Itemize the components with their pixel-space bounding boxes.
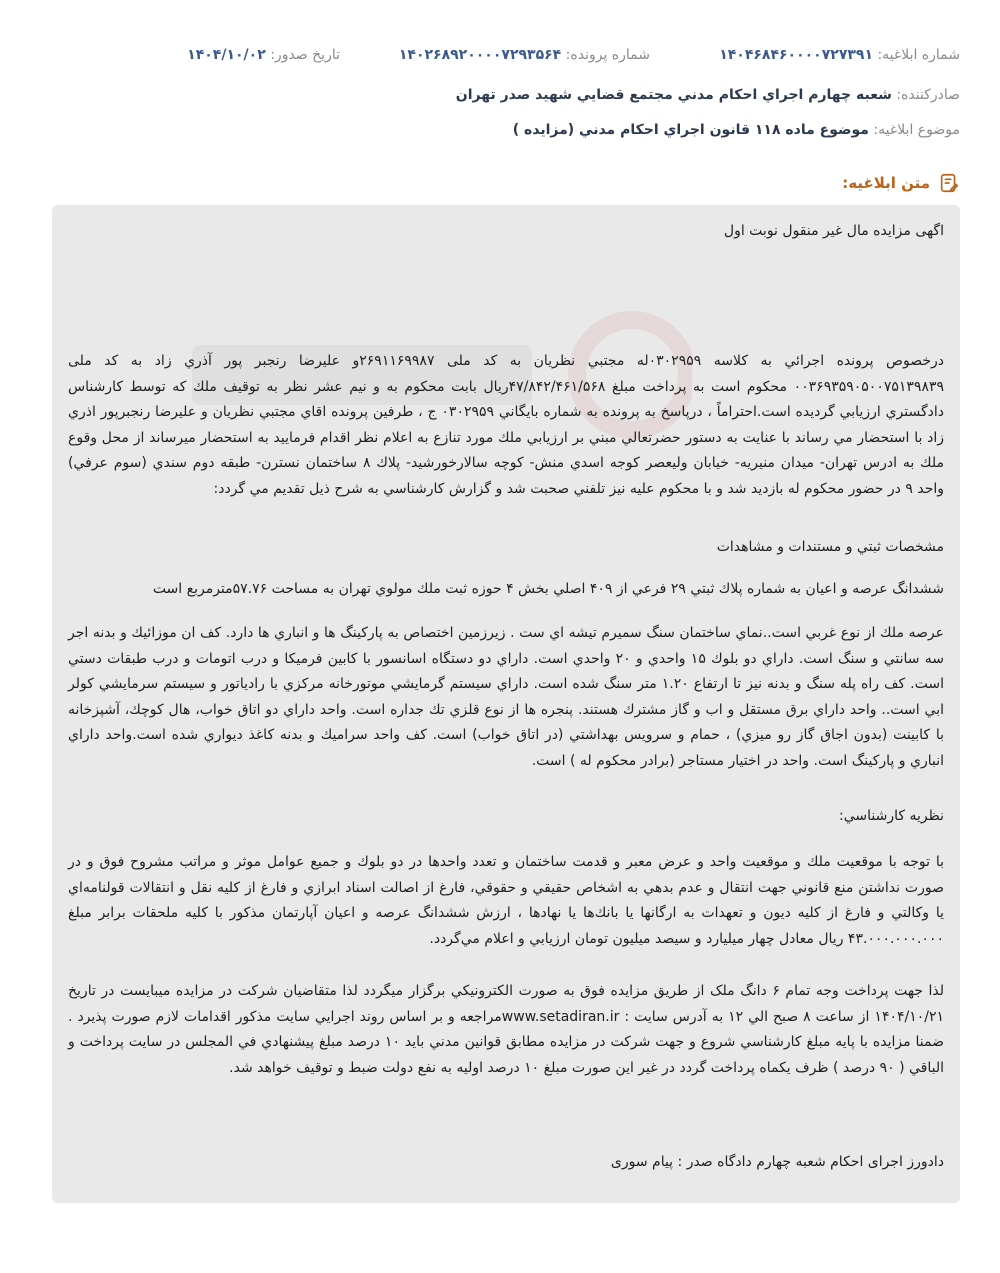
issuer-row [40, 87, 960, 109]
notice-number [719, 47, 960, 63]
paragraph-expert-opinion: با توجه با موقعيت ملك و موقعيت واحد و عرض معبر و قدمت ساختمان و تعدد واحدها در دو بلوك و جميع عوامل موثر و مراتب مشروح فوق و در صورت نداشتن منع قانوني جهت انتقال و عدم بدهي به اشخاص حقيقي و حقوقي، فارغ از اصالت اسناد ابرازي و فارغ از كليه نقل و انتقالات قولنامه‌اي يا وكالتي و فارغ از كليه ديون و تعهدات به ارگانها يا بانك‌ها يا نهادها ، ارزش ششدانگ عرصه و اعيان آپارتمان مذكور با كليه ملحقات برابر مبلغ ۴۳.۰۰۰.۰۰۰.۰۰۰ ريال معادل چهار ميليارد و سيصد ميليون تومان ارزيابي و اعلام مي‌گردد. [68, 854, 944, 947]
issue-date-label: تاریخ صدور: [270, 47, 340, 63]
paragraph-expert-heading: نظريه كارشناسي: [839, 808, 944, 824]
signature: دادورز اجرای احکام شعبه چهارم دادگاه صدر : پیام سوری [610, 1154, 944, 1170]
paragraph-case-details: درخصوص پرونده اجرائي به كلاسه ۰۳۰۲۹۵۹له مجتبي نظريان به کد ملی ۲۶۹۱۱۶۹۹۸۷و عليرضا رنجبر پور آذري زاد به کد ملی ۰۰۳۶۹۳۵۹۰۵۰۰۷۵۱۳۹۸۳۹ محکوم است به پرداخت مبلغ ۴۷/۸۴۲/۴۶۱/۵۶۸ريال بابت محکوم به و نیم عشر نظر به توقيف ملك كه توسط كارشناس دادگستري ارزيابي گرديده است.احتراماً ، درپاسخ به پرونده به شماره بايگاني ۰۳۰۲۹۵۹ ج ، طرفين پرونده اقاي مجتبي نظريان و عليرضا رنجبرپور اذري زاد با استحضار مي رساند با عنايت به دستور حضرتعالي مبني بر ارزيابي ملك مورد تنازع به اعلام نظر اقدام فرماييد به استحضار ميرساند از محل وقوع ملك به ادرس تهران- ميدان منيريه- خيابان وليعصر كوجه اسدي منش- كوچه سالارخورشيد- پلاك ۸ ساختمان نسترن- طبقه دوم سندي (سوم عرفي) واحد ۹ در حضور محكوم له بازديد شد و با محكوم عليه نيز تلفني صحبت شد و گزارش كارشناسي به شرح ذيل تقديم مي گردد: [68, 353, 944, 497]
notice-number-label: شماره ابلاغیه: [877, 47, 960, 63]
section-title [842, 171, 960, 195]
issue-date [187, 47, 340, 63]
document-edit-icon [938, 172, 960, 194]
issuer-value: شعبه چهارم اجراي احكام مدني مجتمع قضايي شهيد صدر تهران [455, 87, 892, 103]
case-number-label: شماره پرونده: [565, 47, 650, 63]
section-title-text: متن ابلاغیه: [842, 174, 930, 192]
issue-date-value: ۱۴۰۴/۱۰/۰۲ [187, 47, 266, 63]
paragraph-registration-heading: مشخصات ثبتي و مستندات و مشاهدات [716, 539, 944, 555]
case-number-value: ۱۴۰۲۶۸۹۲۰۰۰۰۷۲۹۳۵۶۴ [398, 47, 562, 63]
notice-heading: اگهی مزایده مال غیر منقول نوبت اول [723, 223, 944, 239]
header-meta-row [40, 47, 960, 69]
subject-label: موضوع ابلاغیه: [873, 122, 960, 138]
issuer-label: صادرکننده: [896, 87, 960, 103]
case-number [399, 47, 650, 63]
subject-row [40, 122, 960, 144]
subject-value: موضوع ماده ۱۱۸ قانون اجراي احكام مدني (مزايده ) [512, 122, 869, 138]
notice-number-value: ۱۴۰۴۶۸۴۶۰۰۰۰۷۲۷۳۹۱ [719, 47, 873, 63]
paragraph-auction-terms: لذا جهت پرداخت وجه تمام ۶ دانگ ملک از طریق مزایده فوق به صورت الكترونيكي برگزار ميگردد لذا متقاضيان شركت در مزايده ميبايست در تاريخ ۱۴۰۴/۱۰/۲۱ از ساعت ۸ صبح الي ۱۲ به آدرس سايت : www.setadiran.irمراجعه و بر اساس روند اجرايي سايت مذكور اقدامات لازم صورت پذيرد . ضمنا مزايده با پايه مبلغ كارشناسي شروع و جهت شركت در مزايده مطابق قوانين مدني بايد ۱۰ درصد مبلغ پيشنهادي في المجلس در سايت پرداخت و الباقي ( ۹۰ درصد ) ظرف يكماه پرداخت گردد در غير اين صورت مبلغ ۱۰ درصد اوليه به نفع دولت ضبط و توقيف خواهد شد. [68, 983, 945, 1076]
paragraph-registration: ششدانگ عرصه و اعيان به شماره پلاك ثبتي ۲۹ فرعي از ۴۰۹ اصلي بخش ۴ حوزه ثبت ملك مولوي تهران به مساحت ۵۷.۷۶مترمربع است [152, 581, 944, 597]
paragraph-property-description: عرصه ملك از نوع غربي است..نماي ساختمان سنگ سميرم تيشه اي ست . زيرزمين اختصاص به پاركينگ ها و انباري ها دارد. كف ان موزائيك و بدنه اجر سه سانتي و سنگ است. داراي دو بلوك ۱۵ واحدي و ۲۰ واحدي است. داراي دو دستگاه اسانسور با كابين فرميكا و درب اتومات و درب طبقات دستي است. كف راه پله سنگ و بدنه نيز تا ارتفاع ۱.۲۰ متر سنگ شده است. داراي سيستم گرمايشي موتورخانه مركزي با رادياتور و سيستم سرمايشي كولر ابي است.. واحد داراي برق مستقل و اب و گاز مشترك هستند. پنجره ها از نوع قلزي تك جداره است. واحد داراي دو اتاق خواب، هال كوچك، آشپزخانه با كابينت (بدون اجاق گاز رو ميزي) ، حمام و سرويس بهداشتي (در اتاق خواب) است. كف واحد سراميك و بدنه كاغذ ديواري شده است.واحد داراي انباري و پاركينگ است. واحد در اختيار مستاجر (برادر محكوم له ) است. [68, 625, 944, 769]
notice-body [52, 205, 960, 1203]
